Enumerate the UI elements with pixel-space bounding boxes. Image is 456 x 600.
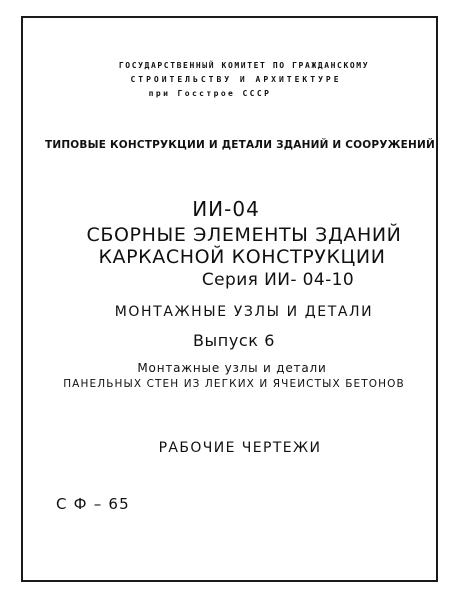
document-title-line-2: КАРКАСНОЙ КОНСТРУКЦИИ — [98, 246, 386, 268]
document-cipher: С Ф – 65 — [56, 495, 130, 513]
document-title-line-1: СБОРНЫЕ ЭЛЕМЕНТЫ ЗДАНИЙ — [86, 224, 402, 246]
subtitle-line-1: Монтажные узлы и детали — [137, 361, 327, 375]
typical-structures-title: ТИПОВЫЕ КОНСТРУКЦИИ И ДЕТАЛИ ЗДАНИЙ И СООРУЖЕНИЙ — [44, 139, 436, 151]
section-title: МОНТАЖНЫЕ УЗЛЫ И ДЕТАЛИ — [114, 304, 374, 320]
document-code: ИИ-04 — [192, 197, 260, 221]
organization-line-3: при Госстрое СССР — [148, 89, 272, 98]
subtitle-line-2: ПАНЕЛЬНЫХ СТЕН ИЗ ЛЕГКИХ И ЯЧЕИСТЫХ БЕТОНОВ — [63, 378, 405, 390]
drawing-type: РАБОЧИЕ ЧЕРТЕЖИ — [158, 440, 322, 456]
organization-line-1: ГОСУДАРСТВЕННЫЙ КОМИТЕТ ПО ГРАЖДАНСКОМУ — [118, 61, 370, 70]
issue-number: Выпуск 6 — [192, 331, 276, 350]
organization-line-2: СТРОИТЕЛЬСТВУ И АРХИТЕКТУРЕ — [130, 75, 342, 84]
series-number: Серия ИИ- 04-10 — [201, 270, 355, 290]
